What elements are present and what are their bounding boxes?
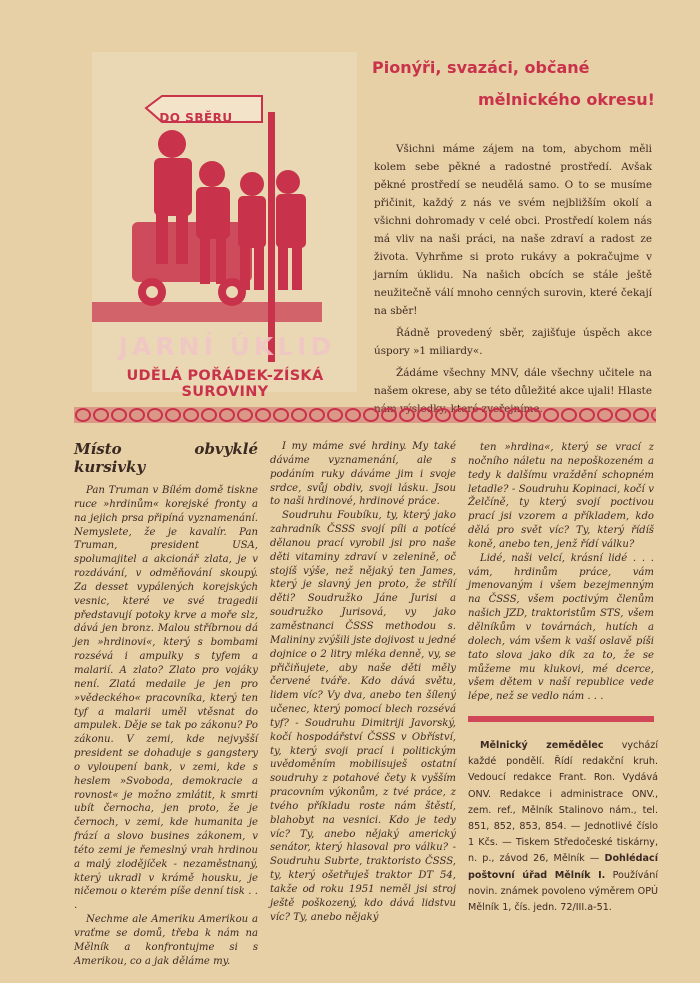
imprint-post-office: Dohlédací poštovní úřad Mělník I. xyxy=(468,853,658,881)
headline-line2: mělnického okresu! xyxy=(478,90,655,109)
article-paragraph: Lidé, naši velcí, krásní lidé . . . vám, hrdinům práce, vám jmenovaným i všem bezejmenným na ČSSS, všem poctivým členům našich JZD, traktoristům STS, všem dělníkům v továrnách, hutích a dolech, vám všem k vaší oslavě píši tato slova jako dík za to, že se můžeme mu klukovi, mé dcerce, všem dětem v naší republice vede lépe, než se vedlo nám . . . xyxy=(468,552,654,703)
article-paragraph: Pan Truman v Bílém domě tiskne ruce »hrdinům« korejské fronty a na jejich prsa připíná vyznamenání. Nemyslete, že je kavalír. Pan Truman, president USA, spolumajitel a akcionář zlata, je v rozdávání, v odměňování skoupý. Za desset vypálených korejských vesnic, které ve své tragedii představují potoky krve a moře slz, dává jen bronz. Malou stříbrnou dá jen »hrdinovi«, který s bombami rozsévá i ampulky s tyfem a malarií. A zlato? Zlato pro vojáky není. Zlatá medaile je jen pro »vědeckého« pracovníka, který ten tyf a malarii uměl vtěsnat do ampulek. Děje se tak po zákonu? Po zákonu. V zemi, kde nejvyšší president se dohaduje s gangstery o vyloupení bank, v zemi, kde s heslem »Svoboda, demokracie a rovnost« je možno zmlátit, k smrti ubít černocha, jen proto, že je černoch, v zemi, kde humanita je frází a slovo busines zákonem, v této zemi je řemeslný vrah hrdinou a malý zlodějíček - nezaměstnaný, který ukradl v krámě housku, je ničemou o kterém píše denní tisk . . . xyxy=(74,485,258,912)
intro-text xyxy=(374,140,652,418)
ornamental-divider xyxy=(74,405,656,425)
poster-big-title: JARNÍ ÚKLID xyxy=(118,332,336,361)
article-paragraph: Soudruhu Foubíku, ty, který jako zahradník ČSSS svojí píli a potícé dělanou prací vyrobil jsi pro naše děti vitaminy zdraví v zelenině, oč stojíš výše, než nějaký ten James, který je slavný jen proto, že střílí děti? Soudružko Jáne Jurisi a soudružko Jurisová, vy jako zaměstnanci ČSSS methodou s. Malininy zvýšili jste dojivost u jedné dojnice o 2 litry mléka denně, vy, se přičiňujete, aby naše děti měly červené tváře. Kdo dává světu, lidem víc? Vy dva, anebo ten šílený učenec, který pomocí blech rozsévá tyf? - Soudruhu Dimitriji Javorský, kočí hospodářství ČSSS v Obříství, ty, který svoji prací i politickým uvědoměním mobilisuješ ostatní soudruhy z potahové čety k vyšším pracovním výkonům, z tvé práce, z tvého příkladu roste nám štěstí, blahobyt na vesnici. Kdo je tedy víc? Ty, anebo nějaký americký senátor, který hlasoval pro válku? - Soudruhu Subrte, traktoristo ČSSS, ty, který ošetřuješ traktor DT 54, takže od roku 1951 neměl jsi stroj ještě poškozený, kdo dává lidstvu víc? Ty, anebo nějaký xyxy=(270,510,456,923)
article-column-3 xyxy=(468,441,654,704)
imprint-text: Používání novin. známek povoleno výměrem OPÚ Mělník 1, čís. jedn. 72/III.a-51. xyxy=(468,869,659,914)
article-paragraph: I my máme své hrdiny. My také dáváme vyznamenání, ale s podáním ruky dáváme jim i svoje srdce, svůj obdiv, svoji lásku. Jsou to naši hrdinové, hrdinové práce. xyxy=(270,441,456,508)
article-column-2 xyxy=(270,440,456,925)
imprint-paper-name: Mělnický zemědělec xyxy=(480,740,604,751)
imprint-box xyxy=(468,738,658,916)
article-title: Místo obvyklé kursivky xyxy=(74,440,258,476)
intro-paragraph: Žádáme všechny MNV, dále všechny učitele na našem okrese, aby se této důležité akce ujali! Hlaste nám výsledky, které zveřejníme. xyxy=(374,367,652,415)
intro-paragraph: Všichni máme zájem na tom, abychom měli kolem sebe pěkné a radostné prostředí. Avšak pěkné prostředí se neudělá samo. O to se musíme přičinit, každý z nás ve svém nejbližším okolí a všichni dohromady v celé obci. Prostředí kolem nás má vliv na naši práci, na naše zdraví a radost ze života. Vyhrňme si proto rukávy a pokračujme v jarním úklidu. Na našich obcích se stále ještě neužitečně válí mnoho cenných surovin, které čekají na sběr! xyxy=(374,143,652,317)
article-paragraph: ten »hrdina«, který se vrací z nočního náletu na nepoškozeném a tedy k dalšímu vraždění schopném letadle? - Soudruhu Kopinaci, kočí v Želčíně, ty který svojí poctivou prací jsi vzorem a příkladem, kdo dělá pro svět víc? Ty, který řídíš koně, anebo ten, jenž řídí válku? xyxy=(468,442,654,550)
poster-slogan: UDĚLÁ POŘÁDEK-ZÍSKÁ SUROVINY xyxy=(126,368,324,400)
intro-paragraph: Řádně provedený sběr, zajišťuje úspěch akce úspory »1 miliardy«. xyxy=(374,327,652,357)
article-column-1 xyxy=(74,440,258,969)
article-paragraph: Nechme ale Ameriku Amerikou a vraťme se domů, třeba k nám na Mělník a konfrontujme si s Amerikou, co a jak děláme my. xyxy=(74,914,258,967)
imprint-text: vychází každé pondělí. Řídí redakční kruh. Vedoucí redakce Frant. Ron. Vydává ONV. Redakce i administrace ONV., zem. ref., Mělník Stalinovo nám., tel. 851, 852, 853, 854. — Jednotlivé číslo 1 Kčs. — Tiskem Středočeské tiskárny, n. p., závod 26, Mělník — xyxy=(468,740,659,865)
headline-line1: Pionýři, svazáci, občané xyxy=(372,58,590,77)
sign-label: DO SBĚRU xyxy=(159,111,233,125)
imprint-divider xyxy=(468,716,654,722)
